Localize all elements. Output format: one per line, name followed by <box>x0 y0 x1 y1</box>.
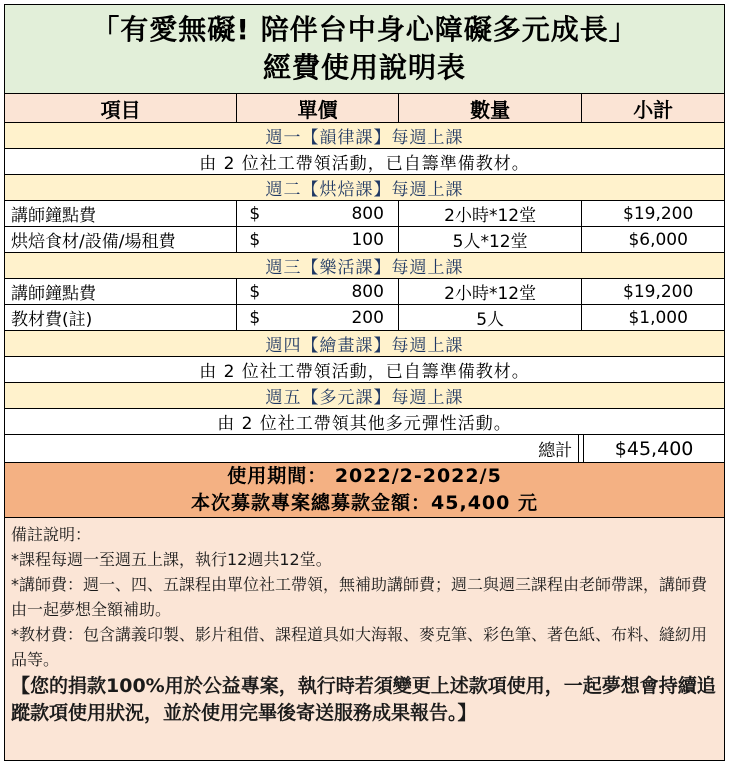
row-subtotal: $19,200 <box>623 281 694 302</box>
row-subtotal: $19,200 <box>623 203 694 224</box>
row-item: 講師鐘點費 <box>5 201 237 226</box>
remarks-heading: 備註說明： <box>11 525 92 544</box>
section-heading-thursday: 週四【繪畫課】每週上課 <box>5 331 724 357</box>
table-row <box>5 227 724 253</box>
fundraising-total-line: 本次募款專案總募款金額：45,400 元 <box>191 492 538 514</box>
sheet-title <box>5 5 724 94</box>
row-quantity: 5人*12堂 <box>399 227 582 252</box>
expense-sheet <box>4 4 725 761</box>
row-item: 講師鐘點費 <box>5 279 237 304</box>
usage-period <box>5 463 724 518</box>
remark-item: *課程每週一至週五上課，執行12週共12堂。 <box>11 550 332 569</box>
header-subtotal: 小計 <box>633 97 674 122</box>
row-quantity: 5人 <box>399 305 582 330</box>
price-value: 800 <box>351 203 384 224</box>
period-line-1: 使用期間： 2022/2-2022/5 <box>227 465 502 487</box>
header-unit-price: 單價 <box>237 94 399 122</box>
price-value: 100 <box>351 229 384 250</box>
row-unit-price <box>237 201 399 226</box>
table-row <box>5 279 724 305</box>
title-line-1: 「有愛無礙! 陪伴台中身心障礙多元成長」 <box>91 13 638 46</box>
remark-item: *教材費：包含講義印製、影片租借、課程道具如大海報、麥克筆、彩色筆、著色紙、布料、縫紉用品等。 <box>11 625 708 669</box>
row-unit-price <box>237 227 399 252</box>
table-header <box>5 94 724 123</box>
row-quantity: 2小時*12堂 <box>399 201 582 226</box>
section-heading-tuesday: 週二【烘焙課】每週上課 <box>5 175 724 201</box>
section-note-monday: 由 2 位社工帶領活動，已自籌準備教材。 <box>5 149 724 175</box>
row-subtotal: $6,000 <box>628 229 688 250</box>
header-item: 項目 <box>5 94 237 122</box>
currency-symbol: $ <box>249 203 261 224</box>
table-row <box>5 201 724 227</box>
row-subtotal: $1,000 <box>628 307 688 328</box>
total-value: $45,400 <box>583 435 724 462</box>
total-label: 總計 <box>5 435 579 462</box>
section-heading-wednesday: 週三【樂活課】每週上課 <box>5 253 724 279</box>
section-heading-friday: 週五【多元課】每週上課 <box>5 383 724 409</box>
currency-symbol: $ <box>249 307 261 328</box>
header-quantity: 數量 <box>399 94 582 122</box>
table-row <box>5 305 724 331</box>
remark-item: *講師費：週一、四、五課程由單位社工帶領，無補助講師費；週二與週三課程由老師帶課，講師費由一起夢想全額補助。 <box>11 575 708 619</box>
row-unit-price <box>237 305 399 330</box>
row-unit-price <box>237 279 399 304</box>
currency-symbol: $ <box>249 281 261 302</box>
price-value: 200 <box>351 307 384 328</box>
section-heading-monday: 週一【韻律課】每週上課 <box>5 123 724 149</box>
title-line-2: 經費使用說明表 <box>262 51 466 84</box>
price-value: 800 <box>351 281 384 302</box>
currency-symbol: $ <box>249 229 261 250</box>
remarks-section <box>5 518 724 761</box>
row-item: 教材費(註) <box>5 305 237 330</box>
donation-pledge: 【您的捐款100%用於公益專案，執行時若須變更上述款項使用，一起夢想會持續追蹤款項使用狀況，並於使用完畢後寄送服務成果報告。】 <box>11 675 716 724</box>
row-quantity: 2小時*12堂 <box>399 279 582 304</box>
section-note-thursday: 由 2 位社工帶領活動，已自籌準備教材。 <box>5 357 724 383</box>
section-note-friday: 由 2 位社工帶領其他多元彈性活動。 <box>5 409 724 435</box>
row-item: 烘焙食材/設備/場租費 <box>5 227 237 252</box>
total-row <box>5 435 724 463</box>
